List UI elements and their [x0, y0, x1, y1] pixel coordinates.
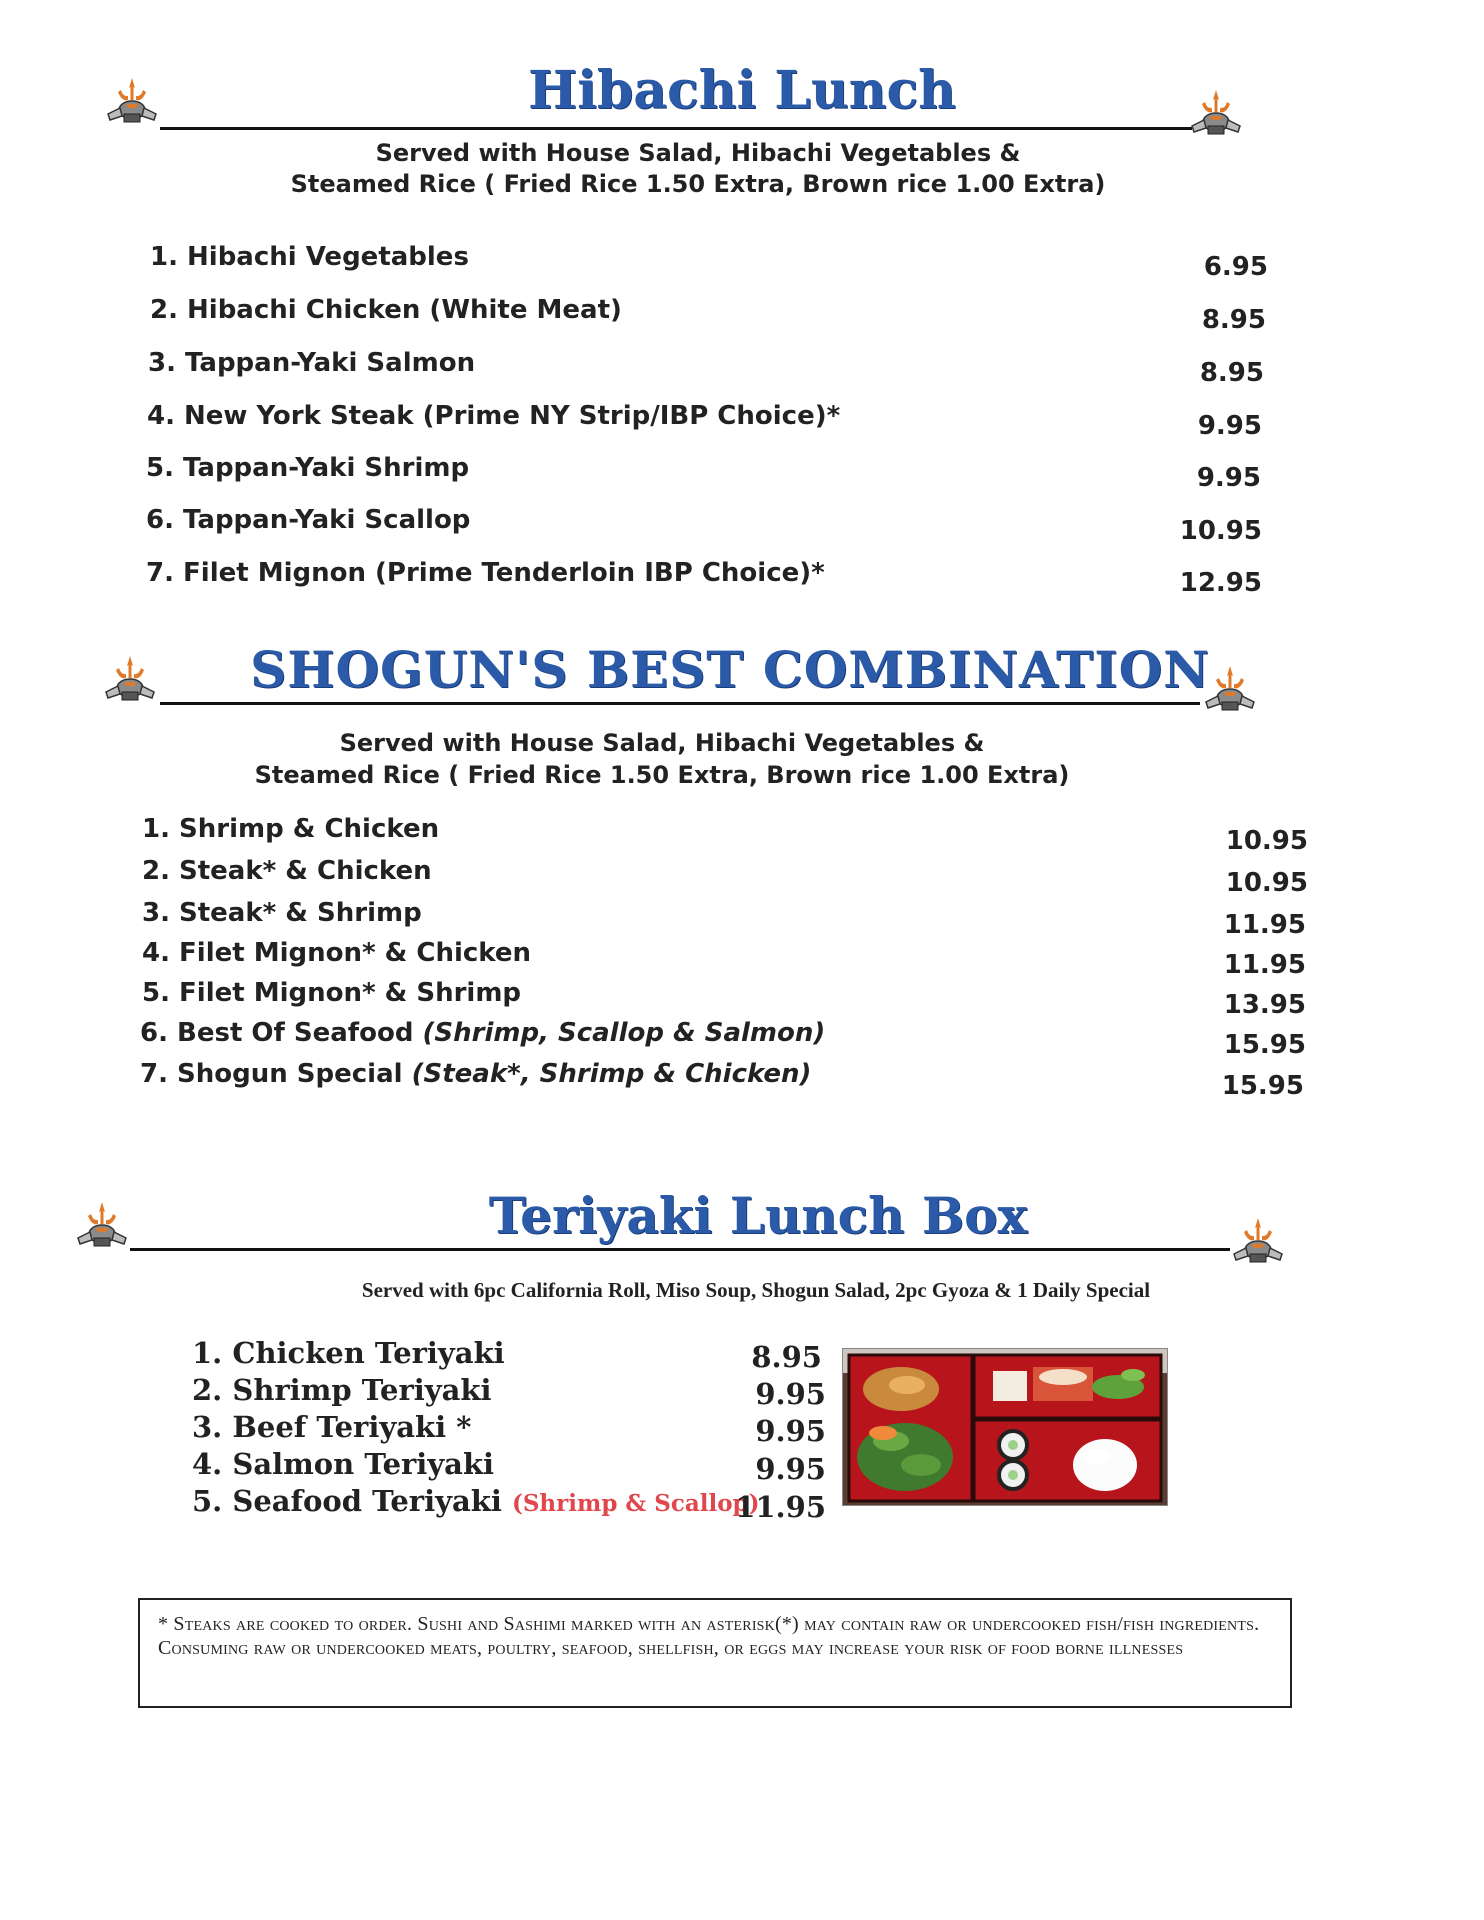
menu-item-name: 7. Shogun Special (Steak*, Shrimp & Chicken) [140, 1059, 812, 1089]
menu-item-name: 5. Tappan-Yaki Shrimp [146, 453, 470, 483]
menu-item-name: 3. Steak* & Shrimp [142, 898, 422, 928]
menu-item-name: 1. Chicken Teriyaki [192, 1336, 505, 1370]
menu-item-name: 6. Tappan-Yaki Scallop [146, 505, 471, 535]
menu-item-price: 8.95 [751, 1340, 822, 1374]
menu-item-name: 2. Steak* & Chicken [142, 856, 432, 886]
menu-item-note: (Steak*, Shrimp & Chicken) [411, 1059, 812, 1089]
menu-item-price: 8.95 [1199, 358, 1264, 388]
combination-subtitle-1: Served with House Salad, Hibachi Vegetables & [339, 729, 985, 757]
menu-item-price: 8.95 [1201, 305, 1266, 335]
menu-item-name: 2. Hibachi Chicken (White Meat) [150, 295, 622, 325]
menu-item-price: 9.95 [1197, 411, 1262, 441]
menu-item-price: 13.95 [1223, 990, 1306, 1020]
menu-item-price: 9.95 [755, 1452, 826, 1486]
menu-item-name: 1. Hibachi Vegetables [150, 242, 469, 272]
menu-item-price: 11.95 [735, 1490, 826, 1524]
menu-item-name: 5. Filet Mignon* & Shrimp [142, 978, 522, 1008]
menu-item-name: 3. Tappan-Yaki Salmon [148, 348, 476, 378]
combination-title: SHOGUN'S BEST COMBINATION [250, 640, 1210, 699]
menu-item-name: 6. Best Of Seafood (Shrimp, Scallop & Salmon) [140, 1018, 826, 1048]
menu-item-price: 10.95 [1225, 826, 1308, 856]
menu-item-name: 7. Filet Mignon (Prime Tenderloin IBP Choice)* [146, 558, 825, 588]
food-safety-disclaimer: * Steaks are cooked to order. Sushi and Sashimi marked with an asterisk(*) may contain raw or undercooked fish/fish ingredients. Consuming raw or undercooked meats, poultry, seafood, shellfish, or eggs may increase your risk of food borne illnesses [138, 1598, 1292, 1708]
menu-item-price: 10.95 [1179, 516, 1262, 546]
menu-item-name: 5. Seafood Teriyaki (Shrimp & Scallop) [192, 1484, 760, 1518]
menu-item-name: 2. Shrimp Teriyaki [192, 1373, 492, 1407]
menu-item-name: 4. New York Steak (Prime NY Strip/IBP Choice)* [147, 401, 841, 431]
menu-item-price: 9.95 [1196, 463, 1261, 493]
menu-item-price: 15.95 [1221, 1071, 1304, 1101]
menu-item-price: 9.95 [755, 1377, 826, 1411]
menu-item-price: 6.95 [1203, 252, 1268, 282]
lunchbox-subtitle: Served with 6pc California Roll, Miso Soup, Shogun Salad, 2pc Gyoza & 1 Daily Special [361, 1278, 1151, 1302]
menu-item-price: 11.95 [1223, 910, 1306, 940]
lunchbox-divider [130, 1248, 1230, 1251]
samurai-helmet-icon [1228, 1214, 1288, 1274]
samurai-helmet-icon [1186, 86, 1246, 146]
menu-item-price: 11.95 [1223, 950, 1306, 980]
menu-item-note: (Shrimp, Scallop & Salmon) [422, 1018, 826, 1048]
samurai-helmet-icon [1200, 662, 1260, 722]
hibachi-subtitle-2: Steamed Rice ( Fried Rice 1.50 Extra, Brown rice 1.00 Extra) [290, 170, 1106, 198]
menu-item-name: 1. Shrimp & Chicken [142, 814, 440, 844]
menu-item-note: (Shrimp & Scallop) [511, 1490, 760, 1517]
combination-divider [160, 702, 1200, 705]
menu-item-price: 10.95 [1225, 868, 1308, 898]
lunchbox-title: Teriyaki Lunch Box [488, 1186, 1028, 1245]
menu-item-price: 12.95 [1179, 568, 1262, 598]
hibachi-divider [160, 127, 1192, 130]
bento-box-illustration [843, 1349, 1167, 1505]
bento-box-photo [842, 1348, 1168, 1506]
menu-item-name: 4. Salmon Teriyaki [192, 1447, 495, 1481]
menu-item-name: 3. Beef Teriyaki * [192, 1410, 472, 1444]
hibachi-title: Hibachi Lunch [528, 60, 956, 121]
menu-item-price: 15.95 [1223, 1030, 1306, 1060]
menu-item-name: 4. Filet Mignon* & Chicken [142, 938, 532, 968]
combination-subtitle-2: Steamed Rice ( Fried Rice 1.50 Extra, Brown rice 1.00 Extra) [254, 761, 1070, 789]
hibachi-subtitle-1: Served with House Salad, Hibachi Vegetables & [375, 139, 1021, 167]
menu-item-price: 9.95 [755, 1414, 826, 1448]
